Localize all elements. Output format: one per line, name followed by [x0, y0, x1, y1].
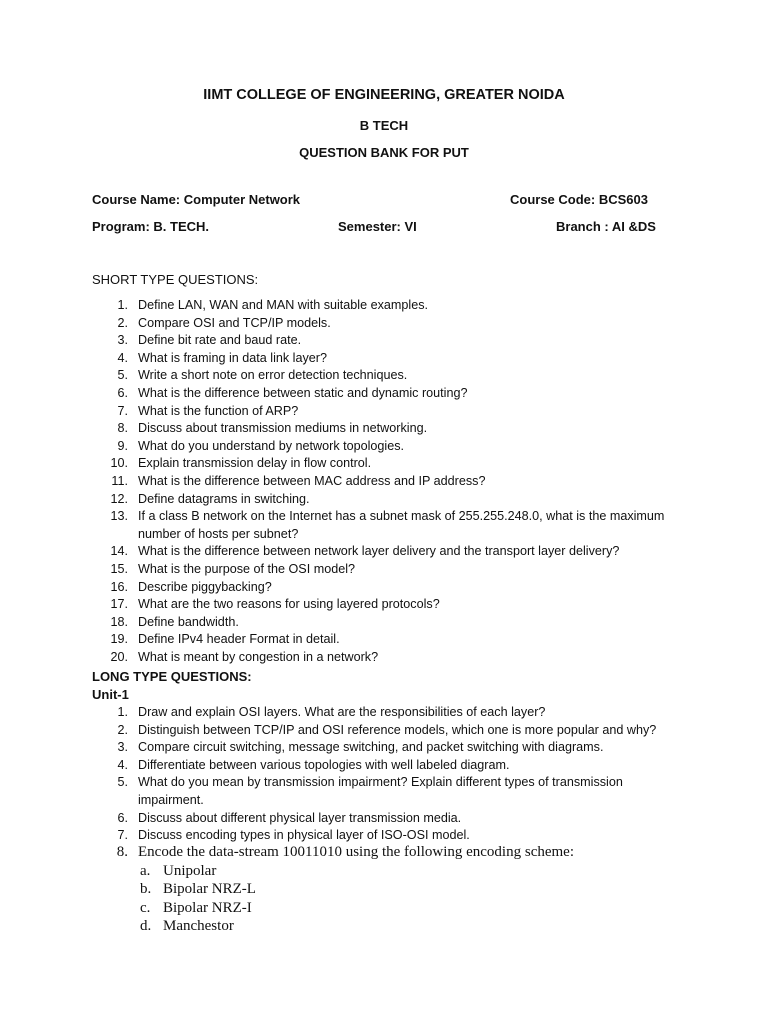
item-text: Bipolar NRZ-L	[163, 881, 256, 898]
short-questions-heading: SHORT TYPE QUESTIONS:	[92, 272, 259, 287]
item-number: 2.	[117, 315, 128, 330]
list-item	[92, 508, 692, 543]
list-item	[92, 438, 692, 456]
item-text: Unipolar	[163, 863, 217, 879]
list-item	[140, 862, 256, 880]
item-number: 15.	[110, 561, 128, 576]
item-number: 4.	[117, 757, 128, 772]
item-number: 6.	[117, 810, 128, 825]
item-text: Write a short note on error detection techniques.	[138, 368, 408, 383]
long-questions-list	[92, 704, 692, 845]
item-number: 13.	[110, 509, 128, 524]
list-item	[92, 473, 692, 491]
item-number: 3.	[117, 740, 128, 755]
list-item	[92, 649, 692, 667]
item-text: Differentiate between various topologies with well labeled diagram.	[138, 757, 510, 772]
item-number: 11.	[111, 473, 128, 488]
item-text: What is the difference between MAC address and IP address?	[138, 473, 486, 488]
list-item	[92, 455, 692, 473]
item-number: 1.	[117, 705, 128, 719]
long-questions-heading: LONG TYPE QUESTIONS:	[92, 669, 252, 684]
list-item	[92, 774, 692, 809]
item-text: Define LAN, WAN and MAN with suitable examples.	[138, 298, 429, 312]
list-item	[92, 543, 692, 561]
item-text: Describe piggybacking?	[138, 579, 272, 594]
item-text: What is the purpose of the OSI model?	[138, 561, 356, 576]
item-text: Encode the data-stream 10011010 using the following encoding scheme:	[138, 844, 574, 860]
item-number: 18.	[110, 614, 128, 629]
list-item	[92, 297, 692, 315]
list-item	[92, 739, 692, 757]
item-number: 3.	[117, 333, 128, 348]
item-number: 16.	[110, 579, 128, 594]
item-text: Bipolar NRZ-I	[163, 899, 252, 916]
item-number: 5.	[117, 368, 128, 383]
item-text: Define bit rate and baud rate.	[138, 333, 302, 348]
list-item	[92, 561, 692, 579]
item-number: c.	[140, 899, 151, 916]
item-text: Discuss encoding types in physical layer of ISO-OSI model.	[138, 828, 470, 843]
long-question-8	[92, 843, 692, 861]
item-text: Compare circuit switching, message switching, and packet switching with diagrams.	[138, 740, 604, 755]
item-text: Compare OSI and TCP/IP models.	[138, 315, 331, 330]
course-name: Course Name: Computer Network	[92, 192, 301, 207]
list-item	[92, 491, 692, 509]
item-text: Define bandwidth.	[138, 614, 239, 629]
list-item	[140, 880, 256, 898]
item-text: What is framing in data link layer?	[138, 350, 327, 365]
item-number: 14.	[110, 544, 128, 559]
list-item	[92, 350, 692, 368]
document-title: QUESTION BANK FOR PUT	[299, 145, 469, 160]
item-number: 4.	[117, 350, 128, 365]
list-item	[92, 420, 692, 438]
list-item	[92, 722, 692, 740]
item-number: 5.	[117, 775, 128, 790]
item-text: What is meant by congestion in a network?	[138, 649, 379, 664]
item-text: Define datagrams in switching.	[138, 491, 310, 506]
item-text: What is the function of ARP?	[138, 403, 299, 418]
item-text: Manchestor	[163, 917, 234, 934]
list-item	[140, 917, 256, 935]
item-number: 2.	[117, 722, 128, 737]
list-item	[92, 704, 692, 722]
program: Program: B. TECH.	[92, 219, 210, 234]
item-number: 17.	[110, 597, 128, 612]
item-number: 8.	[116, 844, 128, 860]
degree-title: B TECH	[359, 118, 409, 133]
item-number: 7.	[117, 403, 128, 418]
item-number: 7.	[117, 828, 128, 843]
item-number: 8.	[117, 421, 128, 436]
item-text: What is the difference between static and dynamic routing?	[138, 385, 468, 400]
course-code: Course Code: BCS603	[510, 192, 648, 207]
list-item	[92, 631, 692, 649]
item-text: Discuss about transmission mediums in networking.	[138, 421, 428, 436]
item-text: What do you mean by transmission impairment? Explain different types of transmission impairment.	[138, 775, 623, 807]
list-item	[92, 315, 692, 333]
branch: Branch : AI &DS	[556, 219, 656, 234]
list-item	[92, 579, 692, 597]
list-item	[92, 757, 692, 775]
item-text: What are the two reasons for using layered protocols?	[138, 597, 440, 612]
item-number: 12.	[110, 491, 128, 506]
item-number: 19.	[110, 632, 128, 647]
list-item	[92, 403, 692, 421]
item-text: Discuss about different physical layer transmission media.	[138, 810, 462, 825]
item-text: Distinguish between TCP/IP and OSI reference models, which one is more popular and why?	[138, 722, 657, 737]
item-text: What do you understand by network topologies.	[138, 438, 405, 453]
encoding-scheme-list	[140, 862, 256, 935]
item-number: d.	[140, 917, 152, 934]
item-text: Explain transmission delay in flow control.	[138, 456, 372, 471]
item-text: Draw and explain OSI layers. What are the responsibilities of each layer?	[138, 705, 546, 719]
list-item	[92, 843, 692, 861]
item-text: If a class B network on the Internet has a subnet mask of 255.255.248.0, what is the maximum number of hosts per subnet?	[138, 509, 665, 541]
list-item	[92, 596, 692, 614]
item-number: 1.	[117, 298, 128, 312]
list-item	[140, 899, 256, 917]
item-number: 9.	[117, 438, 128, 453]
college-title: IIMT COLLEGE OF ENGINEERING, GREATER NOIDA	[203, 87, 565, 103]
item-number: 20.	[110, 649, 128, 664]
item-number: a.	[140, 863, 151, 879]
item-number: b.	[140, 881, 152, 898]
item-number: 6.	[117, 385, 128, 400]
short-questions-list	[92, 297, 692, 666]
item-number: 10.	[110, 456, 128, 471]
list-item	[92, 810, 692, 828]
list-item	[92, 614, 692, 632]
item-text: Define IPv4 header Format in detail.	[138, 632, 340, 647]
unit-heading: Unit-1	[92, 687, 129, 702]
list-item	[92, 367, 692, 385]
item-text: What is the difference between network layer delivery and the transport layer delivery?	[138, 544, 620, 559]
semester: Semester: VI	[338, 219, 417, 234]
list-item	[92, 332, 692, 350]
list-item	[92, 385, 692, 403]
